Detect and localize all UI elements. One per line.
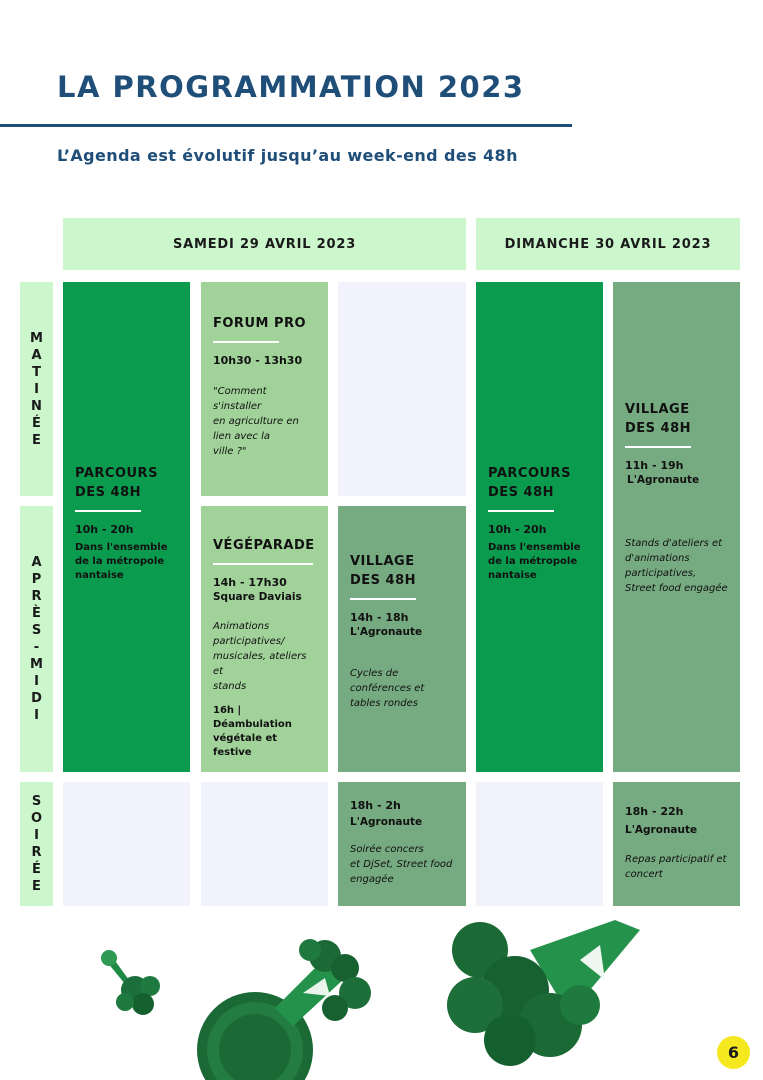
event-description: Stands d'ateliers et d'animations participatives, Street food engagée — [625, 538, 728, 594]
day-header-sunday: DIMANCHE 30 AVRIL 2023 — [476, 218, 740, 270]
empty-slot — [476, 782, 603, 906]
event-divider — [75, 510, 141, 512]
empty-slot — [63, 782, 190, 906]
event-place: L'Agronaute — [627, 474, 700, 486]
page-number-badge: 6 — [717, 1036, 750, 1069]
event-time: 10h - 20h — [75, 523, 134, 536]
event-divider — [488, 510, 554, 512]
event-title: VILLAGE DES 48H — [350, 554, 417, 588]
page-subtitle: L’Agenda est évolutif jusqu’au week-end des 48h — [57, 146, 518, 165]
event-parcours-saturday — [63, 282, 190, 772]
period-label-afternoon: A P R È S - M I D I — [20, 506, 53, 772]
event-time: 18h - 2h — [350, 799, 401, 812]
event-place: L'Agronaute — [625, 824, 698, 836]
event-title: VÉGÉPARADE — [213, 538, 315, 553]
period-label-morning: M A T I N É E — [20, 282, 53, 496]
event-time: 14h - 18h — [350, 611, 409, 624]
event-vegeparade — [201, 506, 328, 772]
event-village-sunday — [613, 282, 740, 772]
event-place: Square Daviais — [213, 591, 302, 603]
title-underline — [0, 124, 572, 127]
event-village-saturday — [338, 506, 466, 772]
event-time: 10h30 - 13h30 — [213, 354, 303, 367]
event-title: FORUM PRO — [213, 316, 307, 331]
event-parcours-sunday — [476, 282, 603, 772]
page-title: LA PROGRAMMATION 2023 — [57, 70, 525, 104]
event-description: "Comment s'installer en agriculture en lien avec la ville ?" — [213, 386, 299, 457]
event-description: Animations participatives/ musicales, ateliers et stands — [213, 621, 307, 692]
event-title: VILLAGE DES 48H — [625, 402, 692, 436]
event-time: 18h - 22h — [625, 805, 684, 818]
event-description: Soirée concers et DjSet, Street food engagée — [350, 844, 453, 885]
empty-slot — [201, 782, 328, 906]
event-time: 14h - 17h30 — [213, 576, 287, 589]
event-divider — [213, 341, 279, 343]
day-header-saturday: SAMEDI 29 AVRIL 2023 — [63, 218, 466, 270]
event-place: Dans l'ensemble de la métropole nantaise — [75, 542, 168, 581]
event-divider — [350, 598, 416, 600]
event-time: 11h - 19h — [625, 459, 684, 472]
event-title: PARCOURS DES 48H — [488, 466, 571, 500]
event-soiree-saturday — [338, 782, 466, 906]
event-place: L'Agronaute — [350, 626, 423, 638]
event-divider — [213, 563, 313, 565]
broccoli-icon — [440, 920, 650, 1075]
event-title: PARCOURS DES 48H — [75, 466, 158, 500]
event-extra: 16h | Déambulation végétale et festive — [213, 705, 292, 758]
period-label-evening: S O I R É E — [20, 782, 53, 906]
empty-slot — [338, 282, 466, 496]
event-description: Cycles de conférences et tables rondes — [350, 668, 425, 709]
event-forum-pro — [201, 282, 328, 496]
event-soiree-sunday — [613, 782, 740, 906]
broccoli-icon — [175, 938, 390, 1080]
event-divider — [625, 446, 691, 448]
event-time: 10h - 20h — [488, 523, 547, 536]
event-place: Dans l'ensemble de la métropole nantaise — [488, 542, 581, 581]
event-description: Repas participatif et concert — [625, 854, 727, 880]
broccoli-icon — [95, 950, 170, 1020]
event-place: L'Agronaute — [350, 816, 423, 828]
